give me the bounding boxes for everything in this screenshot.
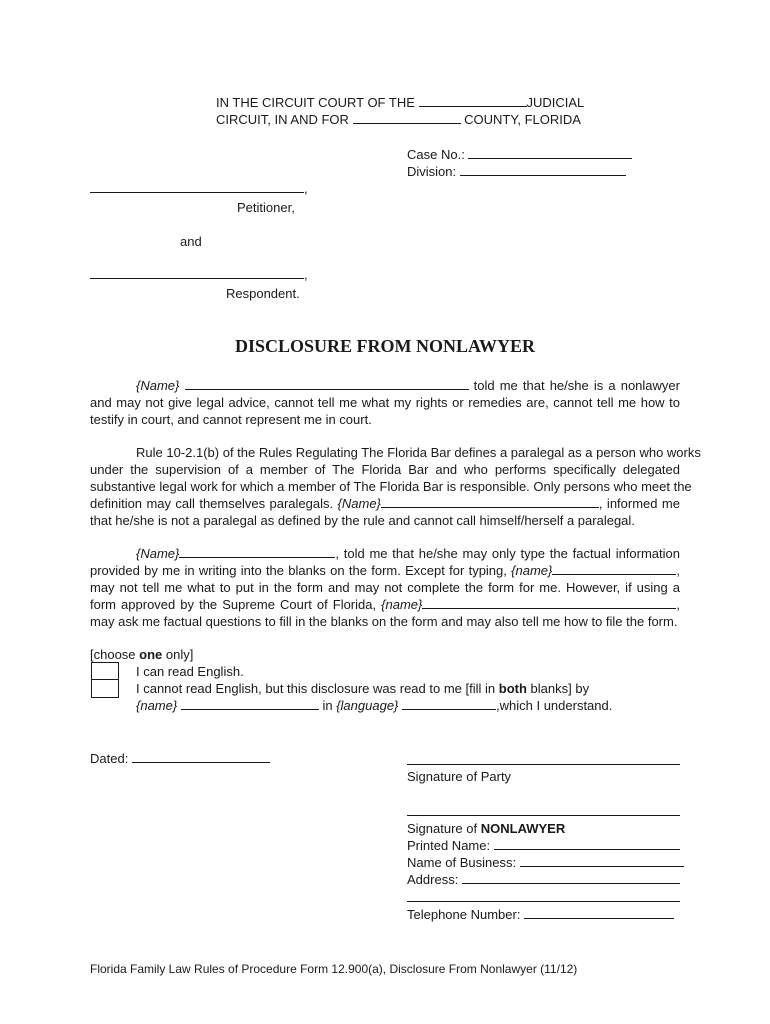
paragraph-text: , told me that he/she may only type the factual information (335, 546, 680, 561)
respondent-row (90, 266, 308, 283)
party-signature-line[interactable] (407, 764, 680, 765)
paragraph-line (90, 495, 680, 512)
paragraph-text: , (676, 597, 680, 612)
case-no-label: Case No.: (407, 147, 465, 162)
nonlawyer-bold: NONLAWYER (480, 821, 566, 836)
page-title: DISCLOSURE FROM NONLAWYER (234, 336, 536, 356)
paragraph-line (90, 596, 680, 613)
paragraph-line: under the supervision of a member of The Florida Bar and who performs specifically delegated (90, 462, 680, 477)
judicial-text: JUDICIAL (526, 95, 585, 110)
circuit-number-blank[interactable] (419, 94, 527, 107)
business-row (407, 854, 684, 871)
circuit-text: CIRCUIT, IN AND FOR (216, 112, 349, 127)
and-label: and (180, 234, 202, 249)
paragraph-line: that he/she is not a paralegal as defined by the rule and cannot call himself/herself a paralegal. (90, 513, 635, 528)
choose-one-bold: one (139, 647, 163, 662)
paragraph-line: Rule 10-2.1(b) of the Rules Regulating The Florida Bar defines a paralegal as a person who works (136, 445, 701, 460)
business-label: Name of Business: (407, 855, 517, 870)
choose-one-instruction (90, 646, 193, 663)
paragraph-line: may not tell me what to put in the form and may not complete the form for me. However, if using a (90, 580, 680, 595)
reader-details-row (136, 697, 612, 714)
cannot-read-english-checkbox[interactable] (91, 679, 119, 698)
both-bold: both (498, 681, 527, 696)
paragraph-typing-limits (90, 545, 680, 630)
telephone-row (407, 906, 674, 923)
telephone-label: Telephone Number: (407, 907, 521, 922)
language-blank[interactable] (402, 697, 496, 710)
court-line-1 (216, 94, 584, 111)
in-text: in (322, 698, 333, 713)
paragraph-line: substantive legal work for which a member of The Florida Bar is responsible. Only persons who meet the (90, 479, 692, 494)
county-blank[interactable] (353, 111, 461, 124)
division-row (407, 163, 626, 180)
language-placeholder: {language} (336, 698, 399, 713)
dated-label: Dated: (90, 751, 129, 766)
paragraph-text: , informed me (598, 496, 680, 511)
court-line-2 (216, 111, 581, 128)
paragraph-text: provided by me in writing into the blanks on the form. Except for typing, (90, 563, 507, 578)
paragraph-text: told me that he/she is a nonlawyer (473, 378, 680, 393)
address-row (407, 871, 680, 888)
respondent-blank[interactable] (90, 266, 304, 279)
signature-of-text: Signature of (407, 821, 478, 836)
name-blank[interactable] (179, 545, 335, 558)
address-blank[interactable] (462, 871, 680, 884)
telephone-blank[interactable] (524, 906, 674, 919)
petitioner-comma: , (304, 181, 308, 196)
name-placeholder: {name} (511, 563, 553, 578)
paragraph-text: , (676, 563, 680, 578)
court-text: IN THE CIRCUIT COURT OF THE (216, 95, 415, 110)
address-line-2[interactable] (407, 901, 680, 902)
option-text: ,which I understand. (496, 698, 613, 713)
can-read-english-label: I can read English. (136, 664, 244, 679)
paragraph-line (90, 545, 680, 562)
respondent-comma: , (304, 267, 308, 282)
business-blank[interactable] (520, 854, 684, 867)
option-text: blanks] by (530, 681, 590, 696)
division-label: Division: (407, 164, 457, 179)
paragraph-nonlawyer-statement (90, 377, 680, 428)
petitioner-row (90, 180, 308, 197)
paragraph-line: may ask me factual questions to fill in the blanks on the form and may also tell me how to file the form. (90, 614, 678, 629)
choose-suffix: only] (165, 647, 194, 662)
nonlawyer-signature-line[interactable] (407, 815, 680, 816)
name-blank[interactable] (552, 562, 676, 575)
printed-name-row (407, 837, 680, 854)
paragraph-paralegal-rule (90, 444, 701, 529)
signature-of-nonlawyer-label (407, 820, 565, 837)
county-florida-text: COUNTY, FLORIDA (464, 112, 581, 127)
name-placeholder: {Name} (136, 378, 180, 393)
paragraph-line (90, 562, 680, 579)
paragraph-text: definition may call themselves paralegals. (90, 496, 334, 511)
reader-name-blank[interactable] (181, 697, 319, 710)
name-placeholder: {name} (381, 597, 423, 612)
printed-name-label: Printed Name: (407, 838, 491, 853)
name-placeholder: {Name} (136, 546, 180, 561)
case-no-blank[interactable] (468, 146, 632, 159)
division-blank[interactable] (460, 163, 626, 176)
form-footer: Florida Family Law Rules of Procedure Form 12.900(a), Disclosure From Nonlawyer (11/12) (90, 962, 578, 976)
name-blank[interactable] (185, 377, 469, 390)
cannot-read-english-label (136, 680, 589, 697)
paragraph-line: and may not give legal advice, cannot tell me what my rights or remedies are, cannot tell me how to (90, 395, 680, 410)
petitioner-blank[interactable] (90, 180, 304, 193)
petitioner-label: Petitioner, (237, 200, 295, 215)
paragraph-line: testify in court, and cannot represent me in court. (90, 412, 372, 427)
dated-row (90, 750, 270, 767)
signature-of-party-label: Signature of Party (407, 769, 512, 784)
case-no-row (407, 146, 632, 163)
name-placeholder: {name} (136, 698, 178, 713)
paragraph-text: form approved by the Supreme Court of Florida, (90, 597, 377, 612)
option-text: I cannot read English, but this disclosure was read to me [fill in (136, 681, 496, 696)
respondent-label: Respondent. (226, 286, 300, 301)
choose-prefix: [choose (90, 647, 136, 662)
dated-blank[interactable] (132, 750, 270, 763)
printed-name-blank[interactable] (494, 837, 680, 850)
address-label: Address: (407, 872, 459, 887)
name-placeholder: {Name} (337, 496, 381, 511)
name-blank[interactable] (381, 495, 599, 508)
paragraph-line (90, 377, 680, 394)
name-blank[interactable] (422, 596, 676, 609)
